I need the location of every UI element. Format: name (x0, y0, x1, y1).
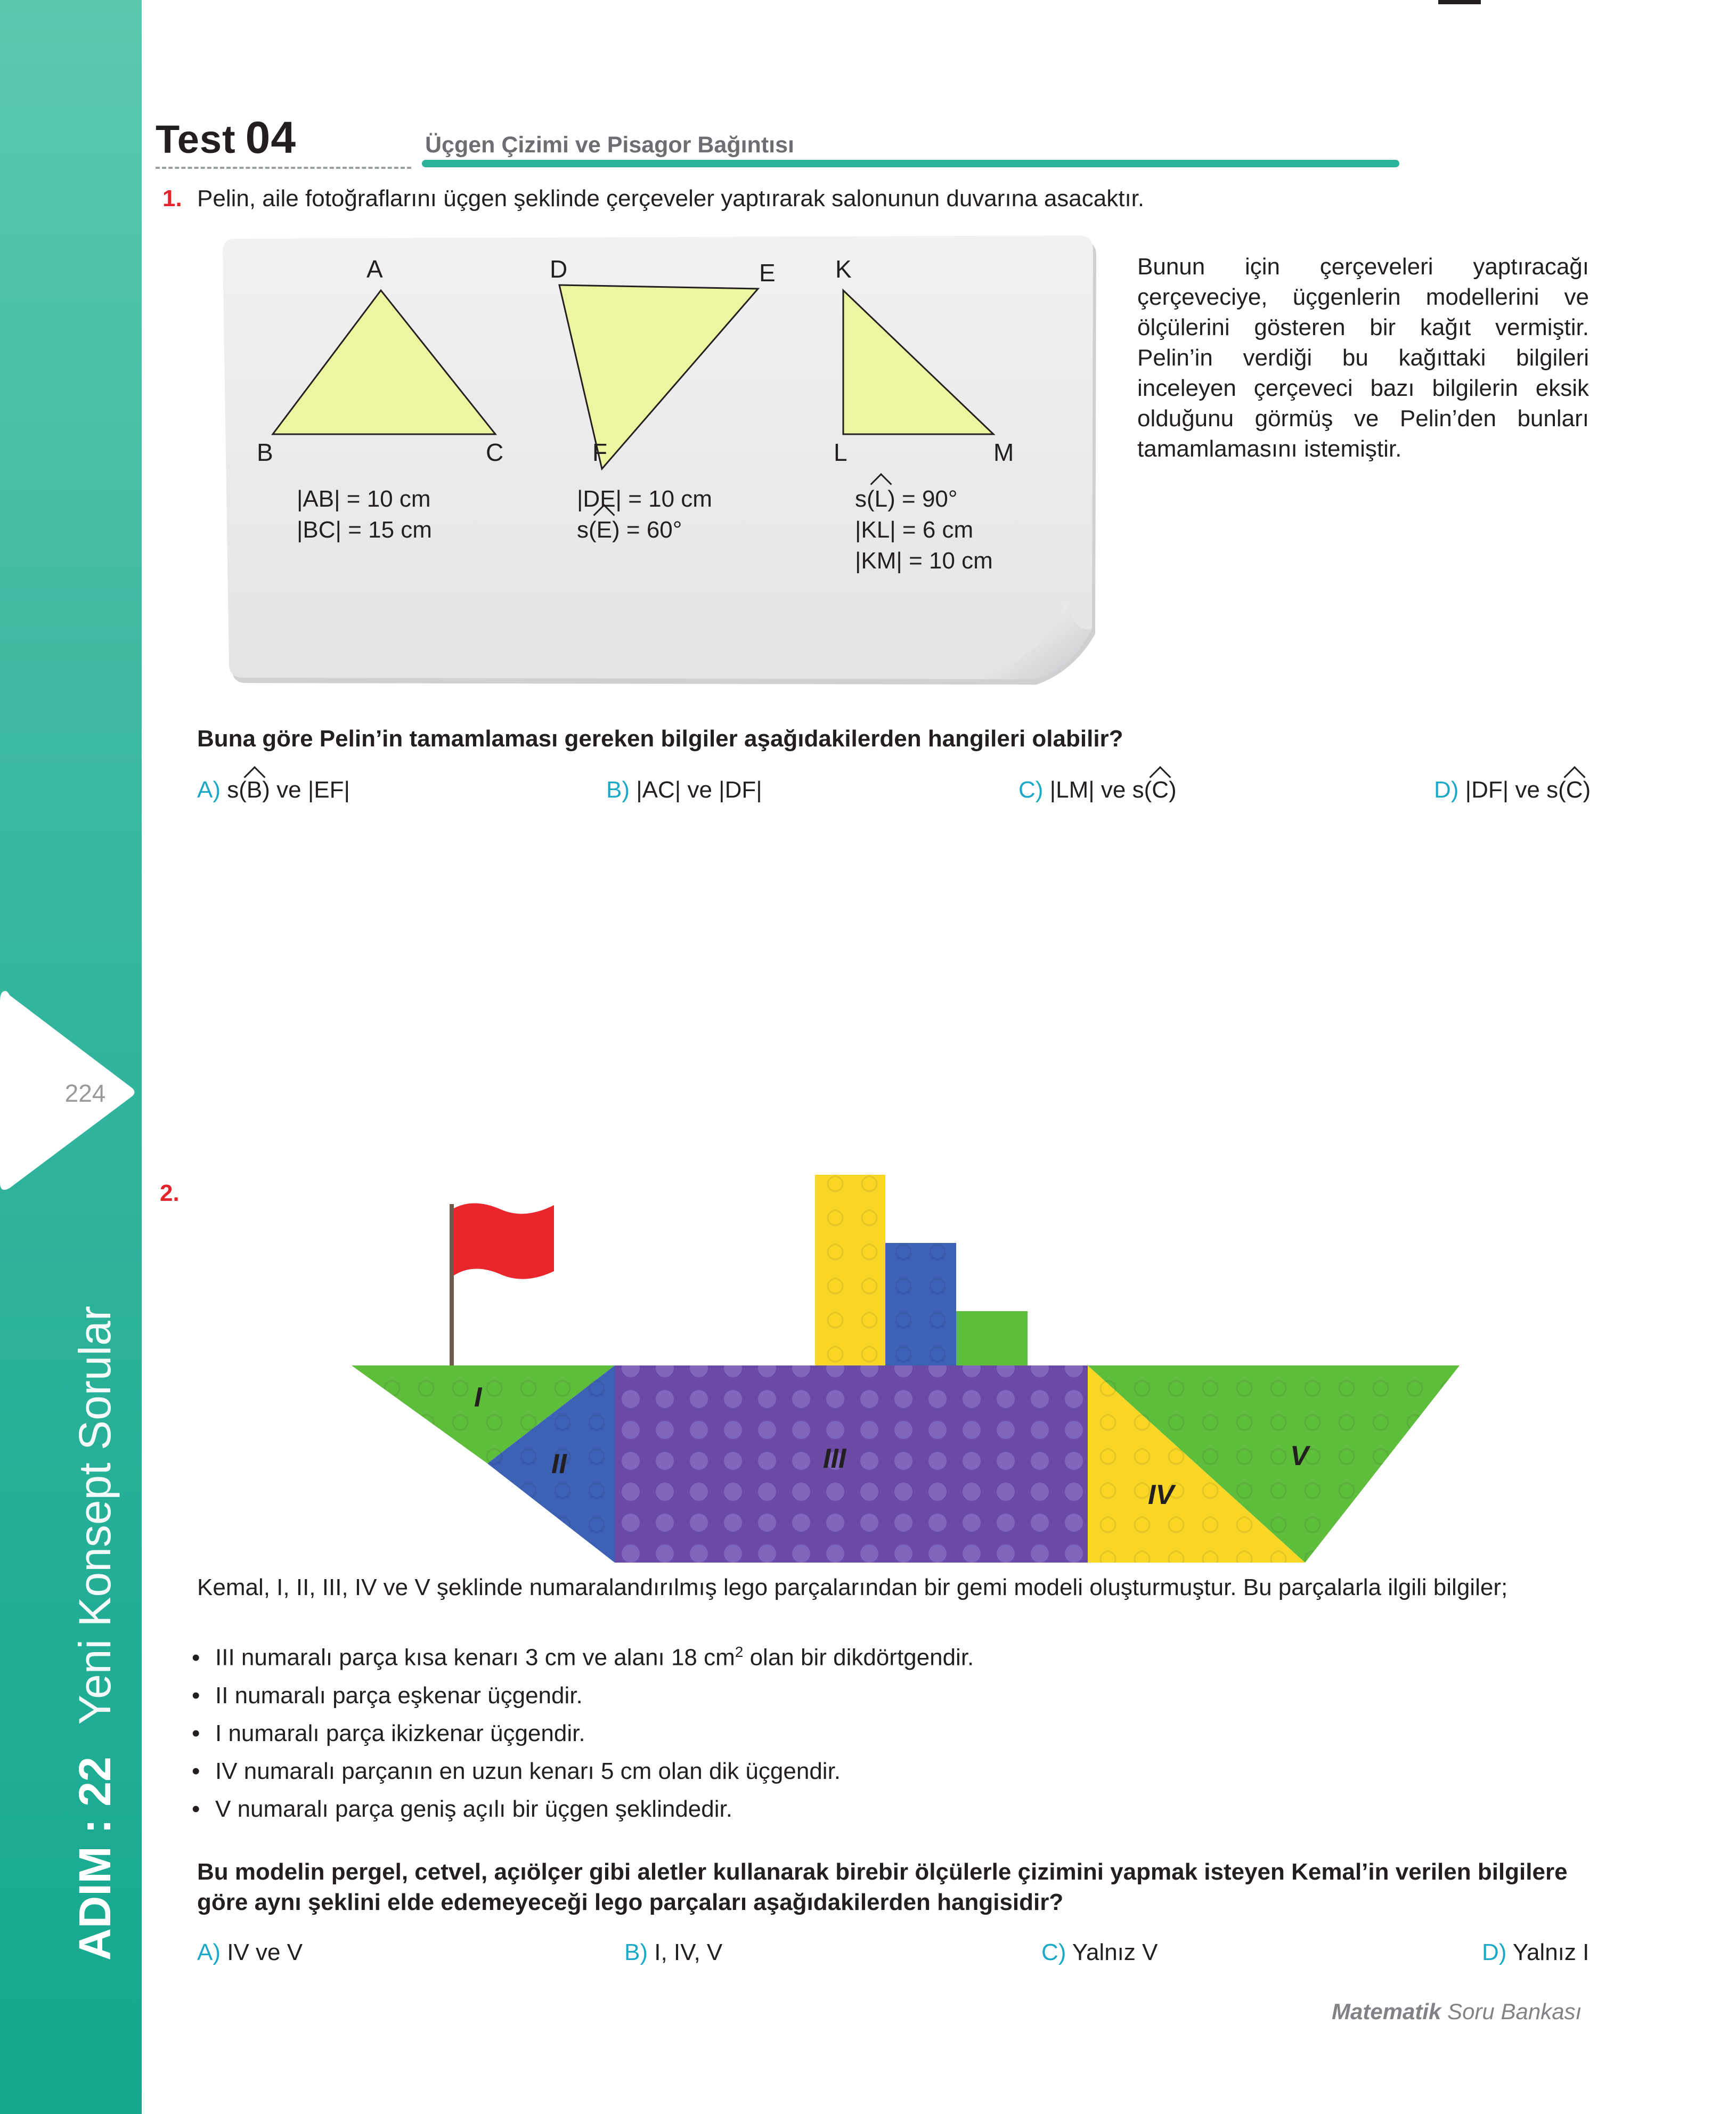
q2-stem: Kemal, I, II, III, IV ve V şeklinde numaralandırılmış lego parçalarından bir gemi modeli oluşturmuştur. Bu parçalarla ilgili bilgiler; (197, 1574, 1508, 1600)
page-number: 224 (64, 1079, 106, 1107)
vertex-k-label: K (835, 255, 852, 283)
topic-title: Üçgen Çizimi ve Pisagor Bağıntısı (425, 132, 794, 158)
q1-question: Buna göre Pelin’in tamamlaması gereken bilgiler aşağıdakilerden hangileri olabilir? (197, 726, 1123, 752)
vertex-b-label: B (257, 438, 273, 466)
q1-option-c[interactable]: C) |LM| ve s(C) (1018, 777, 1177, 803)
measure-km: |KM| = 10 cm (855, 548, 993, 574)
q2-bullet-list (192, 1633, 974, 1828)
chimney-green (956, 1311, 1028, 1365)
header-dash (156, 167, 411, 169)
vertex-d-label: D (550, 255, 568, 283)
q2-option-d[interactable]: D) Yalnız I (1482, 1939, 1590, 1965)
section-label: Yeni Konsept Sorular (70, 1306, 120, 1725)
q1-stem: Pelin, aile fotoğraflarını üçgen şeklinde çerçeveler yaptırarak salonunun duvarına asacaktır. (197, 185, 1145, 212)
q2-option-c[interactable]: C) Yalnız V (1041, 1939, 1158, 1965)
vertex-f-label: F (592, 438, 608, 466)
measure-bc: |BC| = 15 cm (297, 517, 432, 543)
header-rule (422, 160, 1399, 167)
abc-measures (297, 484, 432, 546)
q1-option-a[interactable]: A) s(B) ve |EF| (197, 777, 350, 803)
q2-number: 2. (160, 1180, 180, 1206)
klm-measures (855, 484, 993, 576)
measure-angle-e: s(E) = 60° (577, 515, 712, 546)
q1-option-d[interactable]: D) |DF| ve s(C) (1434, 777, 1591, 803)
label-piece-ii: II (551, 1449, 567, 1479)
list-item: • II numaralı parça eşkenar üçgendir. (192, 1682, 583, 1709)
label-piece-iii: III (823, 1443, 846, 1474)
label-piece-i: I (474, 1382, 482, 1413)
measure-de: |DE| = 10 cm (577, 486, 712, 512)
chimney-yellow (815, 1175, 885, 1365)
list-item: • I numaralı parça ikizkenar üçgendir. (192, 1720, 585, 1746)
vertex-e-label: E (759, 259, 776, 287)
test-label: Test (156, 117, 236, 161)
label-piece-v: V (1290, 1441, 1309, 1471)
vertex-c-label: C (486, 438, 504, 466)
chimney-blue (885, 1243, 956, 1365)
measure-kl: |KL| = 6 cm (855, 517, 974, 543)
lego-boat-figure (341, 1167, 1470, 1572)
q1-option-b[interactable]: B) |AC| ve |DF| (606, 777, 762, 803)
piece-iii (615, 1365, 1088, 1563)
test-title (156, 112, 296, 164)
vertex-a-label: A (366, 255, 383, 283)
list-item: • III numaralı parça kısa kenarı 3 cm ve alanı 18 $cm^2$ olan bir dikdörtgendir. (192, 1644, 974, 1671)
list-item: • V numaralı parça geniş açılı bir üçgen şeklindedir. (192, 1795, 732, 1822)
top-mark (1438, 0, 1481, 4)
q2-option-a[interactable]: A) IV ve V (197, 1939, 303, 1965)
q1-side-text: Bunun için çerçeveleri yaptıracağı çerçeveciye, üçgenlerin modellerini ve ölçülerini gösteren bir kağıt vermiştir. Pelin’in verdiği bu kağıttaki bilgileri inceleyen çerçeveci bazı bilgilerin eksik olduğunu görmüş ve Pelin’den bunları tamamlamasını istemiştir. (1137, 254, 1589, 462)
measure-angle-l: s(L) = 90° (855, 484, 993, 515)
list-item: • IV numaralı parçanın en uzun kenarı 5 cm olan dik üçgendir. (192, 1758, 841, 1784)
label-piece-iv: IV (1148, 1479, 1175, 1510)
step-label: ADIM : 22 (70, 1757, 120, 1961)
flag (450, 1203, 554, 1365)
footer-book-title: Matematik Soru Bankası (1332, 1999, 1582, 2024)
q1-paper-card (213, 229, 1097, 687)
q2-question: Bu modelin pergel, cetvel, açıölçer gibi aletler kullanarak birebir ölçülerle çizimini yapmak isteyen Kemal’in verilen bilgilere göre aynı şeklini elde edemeyeceği lego parçaları aşağıdakilerden hangisidir? (197, 1859, 1568, 1915)
q1-number: 1. (162, 185, 182, 212)
vertex-l-label: L (834, 438, 847, 466)
side-label (69, 1306, 121, 1961)
def-measures (577, 484, 712, 546)
vertex-m-label: M (993, 438, 1014, 466)
q2-option-b[interactable]: B) I, IV, V (624, 1939, 723, 1965)
measure-ab: |AB| = 10 cm (297, 486, 431, 512)
test-number: 04 (245, 112, 297, 162)
